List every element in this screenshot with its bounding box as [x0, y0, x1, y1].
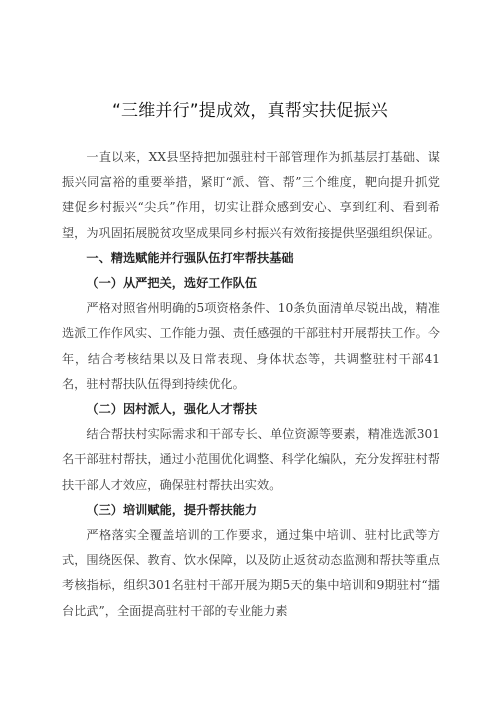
- subsection-heading-3: （三）培训赋能，提升帮扶能力: [86, 502, 258, 517]
- subsection-heading-1: （一）从严把关，选好工作队伍: [86, 276, 258, 291]
- subsection-heading-2: （二）因村派人，强化人才帮扶: [86, 402, 258, 417]
- intro-paragraph: 一直以来，XX县坚持把加强驻村干部管理作为抓基层打基础、谋振兴同富裕的重要举措，紧盯“派、管、帮”三个维度，靶向提升抓党建促乡村振兴“尖兵”作用，切实让群众感到安心、享到红利、看到希望，为巩固拓展脱贫攻坚成果同乡村振兴有效衔接提供坚强组织保证。: [62, 150, 440, 240]
- document-body: [62, 145, 440, 624]
- subsection-paragraph-3: 严格落实全覆盖培训的工作要求，通过集中培训、驻村比武等方式，围绕医保、教育、饮水保障，以及防止返贫动态监测和帮扶等重点考核指标，组织301名驻村干部开展为期5天的集中培训和9期驻村“擂台比武”，全面提高驻村干部的专业能力素: [62, 528, 440, 618]
- document-title: “三维并行”提成效，真帮实扶促振兴: [111, 101, 388, 121]
- section-heading-1: 一、精选赋能并行强队伍打牢帮扶基础: [86, 250, 294, 265]
- subsection-paragraph-2: 结合帮扶村实际需求和干部专长、单位资源等要素，精准选派301名干部驻村帮扶，通过小范围优化调整、科学化编队，充分发挥驻村帮扶干部人才效应，确保驻村帮扶出实效。: [62, 427, 440, 492]
- subsection-paragraph-1: 严格对照省州明确的5项资格条件、10条负面清单尽锐出战，精准选派工作作风实、工作能力强、责任感强的干部驻村开展帮扶工作。今年，结合考核结果以及日常表现、身体状态等，共调整驻村干部41名，驻村帮扶队伍得到持续优化。: [62, 301, 440, 391]
